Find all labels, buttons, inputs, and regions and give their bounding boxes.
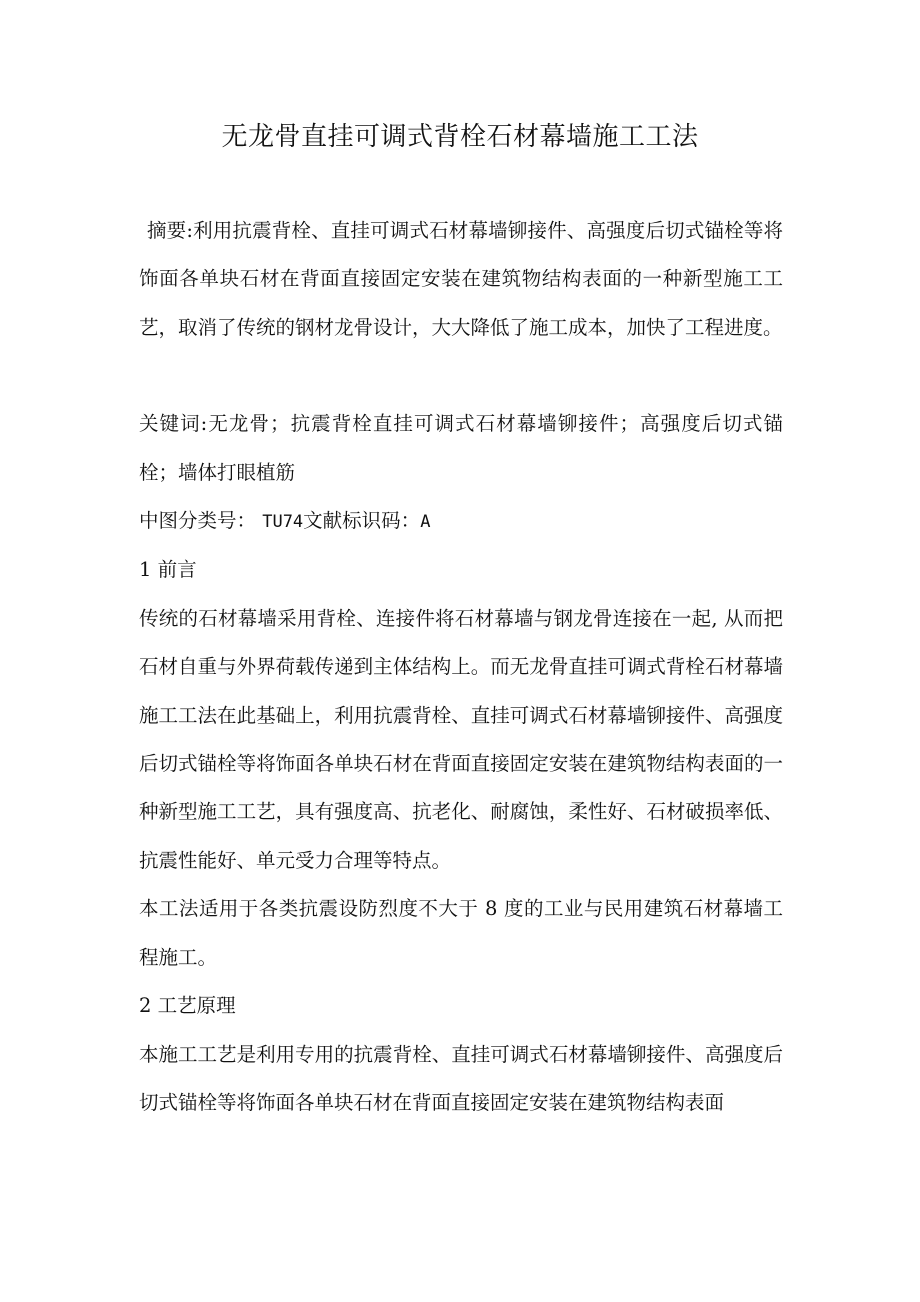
document-title: 无龙骨直挂可调式背栓石材幕墙施工工法 [221, 122, 699, 152]
classification-label: 中图分类号： [139, 509, 257, 533]
doc-id-code: A [420, 512, 431, 533]
classification-code: TU74 [262, 512, 304, 533]
doc-id-label: 文献标识码： [303, 509, 421, 533]
classification-line [139, 497, 783, 546]
keywords-paragraph: 关键词:无龙骨；抗震背栓直挂可调式石材幕墙铆接件；高强度后切式锚栓；墙体打眼植筋 [139, 412, 783, 484]
document-body [139, 207, 783, 1127]
section-2-heading: 2 工艺原理 [139, 994, 236, 1018]
section-1-paragraph-2: 本工法适用于各类抗震设防烈度不大于 8 度的工业与民用建筑石材幕墙工程施工。 [139, 897, 783, 969]
paragraph-spacer [139, 352, 783, 400]
section-1-heading: 1 前言 [139, 558, 197, 582]
section-2-paragraph-1: 本施工工艺是利用专用的抗震背栓、直挂可调式石材幕墙铆接件、高强度后切式锚栓等将饰面各单块石材在背面直接固定安装在建筑物结构表面 [139, 1042, 783, 1114]
abstract-paragraph: 摘要:利用抗震背栓、直挂可调式石材幕墙铆接件、高强度后切式锚栓等将饰面各单块石材在背面直接固定安装在建筑物结构表面的一种新型施工工艺，取消了传统的钢材龙骨设计，大大降低了施工成本，加快了工程进度。 [139, 219, 783, 339]
section-1-paragraph-1: 传统的石材幕墙采用背栓、连接件将石材幕墙与钢龙骨连接在一起, 从而把石材自重与外界荷载传递到主体结构上。而无龙骨直挂可调式背栓石材幕墙施工工法在此基础上，利用抗震背栓、直挂可调式石材幕墙铆接件、高强度后切式锚栓等将饰面各单块石材在背面直接固定安装在建筑物结构表面的一种新型施工工艺，具有强度高、抗老化、耐腐蚀，柔性好、石材破损率低、抗震性能好、单元受力合理等特点。 [139, 606, 783, 872]
